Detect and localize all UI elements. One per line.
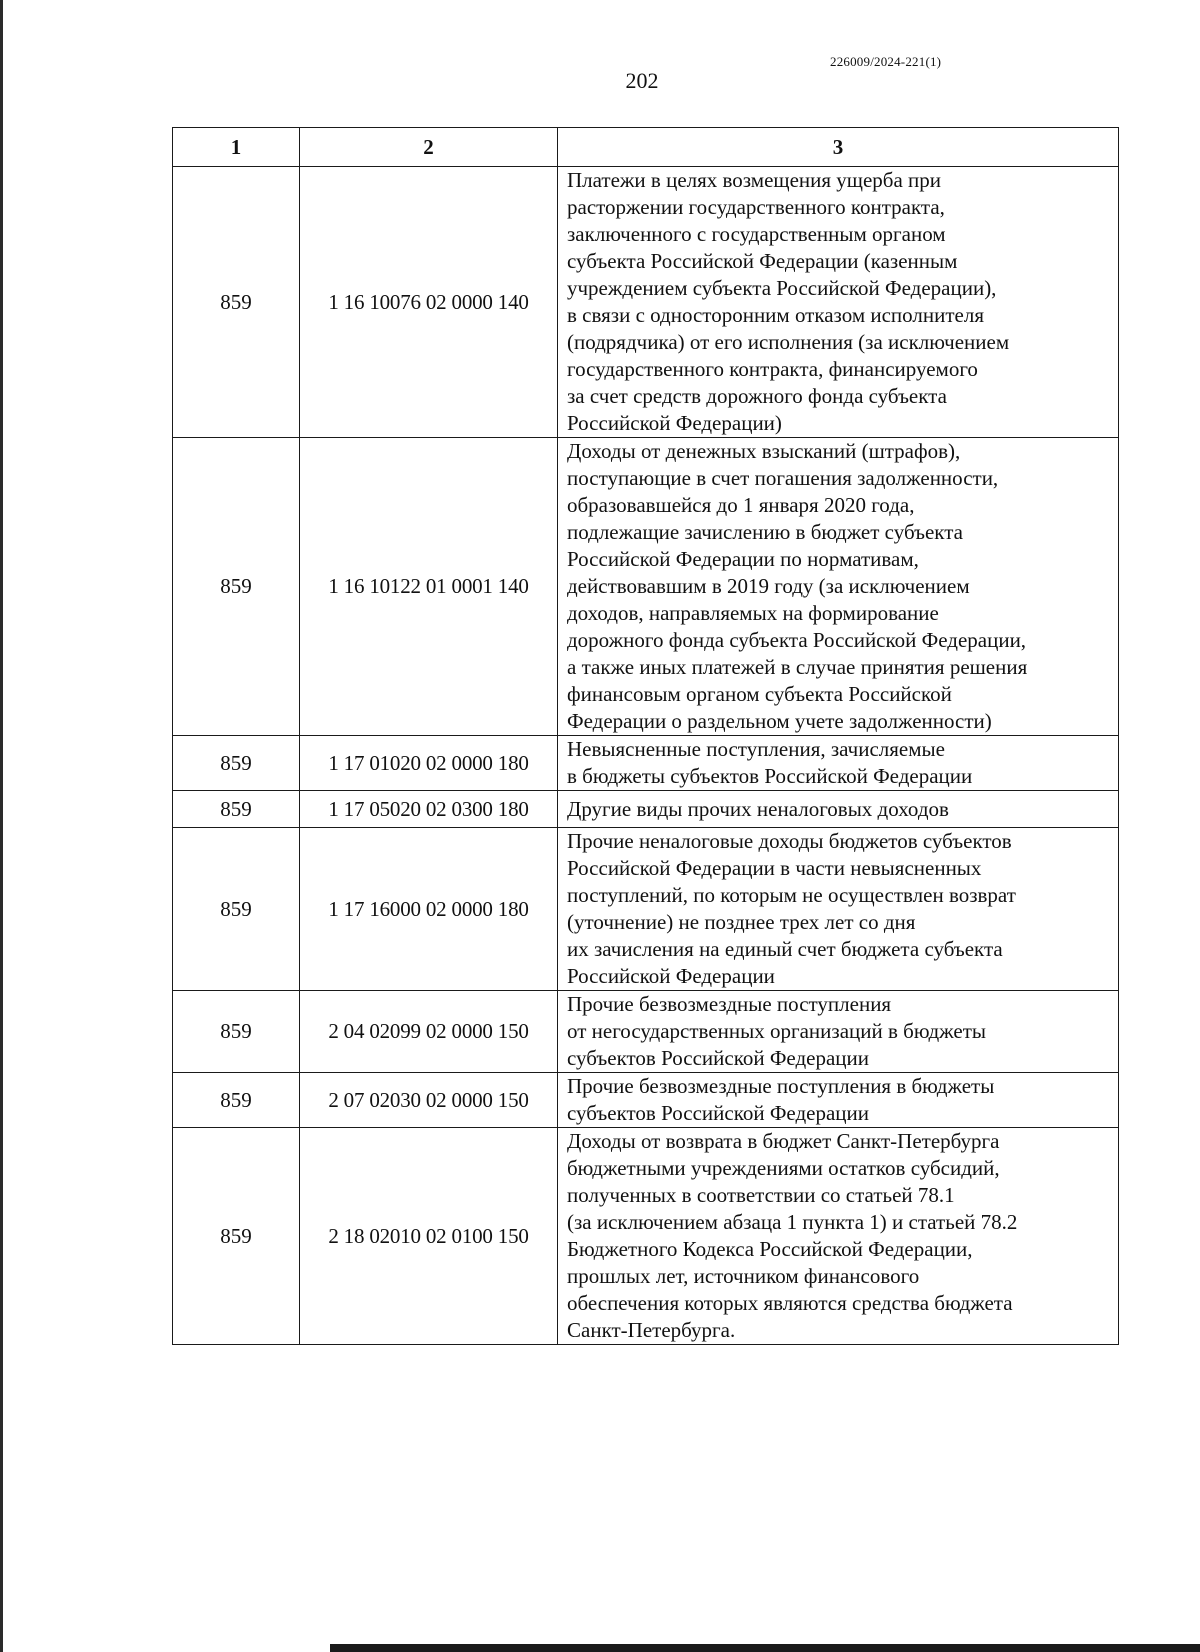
table-row bbox=[173, 791, 1119, 828]
budget-classification-code-cell: 1 17 01020 02 0000 180 bbox=[300, 736, 558, 791]
budget-classification-code-cell: 1 17 16000 02 0000 180 bbox=[300, 828, 558, 991]
revenue-name-line: поступающие в счет погашения задолженности, bbox=[567, 466, 999, 490]
revenue-name-line: Прочие безвозмездные поступления в бюджеты bbox=[567, 1074, 995, 1098]
admin-code-cell: 859 bbox=[173, 167, 300, 438]
budget-classification-code-cell: 2 18 02010 02 0100 150 bbox=[300, 1128, 558, 1345]
revenue-name-line: их зачисления на единый счет бюджета субъекта bbox=[567, 937, 1003, 961]
budget-classification-code-cell: 2 07 02030 02 0000 150 bbox=[300, 1073, 558, 1128]
admin-code-cell: 859 bbox=[173, 438, 300, 736]
admin-code-cell: 859 bbox=[173, 991, 300, 1073]
revenue-name-line: финансовым органом субъекта Российской bbox=[567, 682, 952, 706]
table-row bbox=[173, 991, 1119, 1073]
revenue-name-line: Российской Федерации в части невыясненных bbox=[567, 856, 982, 880]
column-header-1: 1 bbox=[173, 128, 300, 167]
revenue-name-cell bbox=[558, 167, 1119, 438]
revenue-name-line: государственного контракта, финансируемого bbox=[567, 357, 978, 381]
revenue-name-cell bbox=[558, 736, 1119, 791]
revenue-name-line: подлежащие зачислению в бюджет субъекта bbox=[567, 520, 963, 544]
table-header bbox=[173, 128, 1119, 167]
table-row bbox=[173, 1073, 1119, 1128]
admin-code-cell: 859 bbox=[173, 1073, 300, 1128]
revenue-name-line: (подрядчика) от его исполнения (за исключением bbox=[567, 330, 1010, 354]
revenue-name-line: бюджетными учреждениями остатков субсидий, bbox=[567, 1156, 1000, 1180]
column-header-2: 2 bbox=[300, 128, 558, 167]
revenue-codes-table bbox=[172, 127, 1119, 1345]
revenue-name-line: Российской Федерации) bbox=[567, 411, 782, 435]
page-number: 202 bbox=[625, 68, 659, 93]
scan-bottom-edge bbox=[330, 1644, 1200, 1652]
revenue-name-line: прошлых лет, источником финансового bbox=[567, 1264, 920, 1288]
revenue-name-cell bbox=[558, 1073, 1119, 1128]
scan-left-edge bbox=[0, 0, 3, 1652]
table-row bbox=[173, 167, 1119, 438]
revenue-name-line: действовавшим в 2019 году (за исключением bbox=[567, 574, 970, 598]
revenue-name-cell bbox=[558, 1128, 1119, 1345]
revenue-name-cell bbox=[558, 791, 1119, 828]
budget-classification-code-cell: 1 16 10076 02 0000 140 bbox=[300, 167, 558, 438]
revenue-name-line: Федерации о раздельном учете задолженности) bbox=[567, 709, 992, 733]
revenue-name-line: заключенного с государственным органом bbox=[567, 222, 946, 246]
column-header-3: 3 bbox=[558, 128, 1119, 167]
revenue-name-line: в связи с односторонним отказом исполнителя bbox=[567, 303, 984, 327]
revenue-name-line: Платежи в целях возмещения ущерба при bbox=[567, 168, 942, 192]
revenue-name-line: от негосударственных организаций в бюджеты bbox=[567, 1019, 986, 1043]
revenue-name-cell bbox=[558, 438, 1119, 736]
admin-code-cell: 859 bbox=[173, 828, 300, 991]
revenue-name-line: доходов, направляемых на формирование bbox=[567, 601, 939, 625]
table-row bbox=[173, 438, 1119, 736]
revenue-name-line: Прочие безвозмездные поступления bbox=[567, 992, 892, 1016]
revenue-name-cell bbox=[558, 991, 1119, 1073]
revenue-name-line: учреждением субъекта Российской Федерации), bbox=[567, 276, 997, 300]
revenue-name-line: дорожного фонда субъекта Российской Федерации, bbox=[567, 628, 1027, 652]
revenue-name-line: за счет средств дорожного фонда субъекта bbox=[567, 384, 947, 408]
revenue-name-line: Доходы от денежных взысканий (штрафов), bbox=[567, 439, 961, 463]
revenue-name-line: Бюджетного Кодекса Российской Федерации, bbox=[567, 1237, 973, 1261]
table-row bbox=[173, 736, 1119, 791]
revenue-name-line: Российской Федерации bbox=[567, 964, 775, 988]
document-id: 226009/2024-221(1) bbox=[830, 54, 942, 69]
revenue-name-line: поступлений, по которым не осуществлен возврат bbox=[567, 883, 1016, 907]
table-row bbox=[173, 828, 1119, 991]
revenue-name-line: Прочие неналоговые доходы бюджетов субъектов bbox=[567, 829, 1012, 853]
revenue-name-line: Другие виды прочих неналоговых доходов bbox=[567, 796, 949, 821]
revenue-name-line: обеспечения которых являются средства бюджета bbox=[567, 1291, 1013, 1315]
revenue-name-line: в бюджеты субъектов Российской Федерации bbox=[567, 764, 973, 788]
admin-code-cell: 859 bbox=[173, 791, 300, 828]
revenue-name-line: субъекта Российской Федерации (казенным bbox=[567, 249, 958, 273]
revenue-name-line: субъектов Российской Федерации bbox=[567, 1046, 870, 1070]
table-header-row bbox=[173, 128, 1119, 167]
revenue-name-line: Доходы от возврата в бюджет Санкт-Петербурга bbox=[567, 1129, 1000, 1153]
budget-classification-code-cell: 2 04 02099 02 0000 150 bbox=[300, 991, 558, 1073]
admin-code-cell: 859 bbox=[173, 736, 300, 791]
budget-classification-code-cell: 1 17 05020 02 0300 180 bbox=[300, 791, 558, 828]
revenue-name-line: расторжении государственного контракта, bbox=[567, 195, 945, 219]
revenue-name-line: полученных в соответствии со статьей 78.1 bbox=[567, 1183, 955, 1207]
admin-code-cell: 859 bbox=[173, 1128, 300, 1345]
table-body bbox=[173, 167, 1119, 1345]
revenue-name-line: (за исключением абзаца 1 пункта 1) и статьей 78.2 bbox=[567, 1210, 1018, 1234]
revenue-name-line: Российской Федерации по нормативам, bbox=[567, 547, 919, 571]
revenue-name-line: Невыясненные поступления, зачисляемые bbox=[567, 737, 945, 761]
revenue-name-line: субъектов Российской Федерации bbox=[567, 1101, 870, 1125]
budget-classification-code-cell: 1 16 10122 01 0001 140 bbox=[300, 438, 558, 736]
revenue-name-cell bbox=[558, 828, 1119, 991]
revenue-name-line: а также иных платежей в случае принятия решения bbox=[567, 655, 1028, 679]
revenue-name-line: Санкт-Петербурга. bbox=[567, 1318, 736, 1342]
revenue-name-line: (уточнение) не позднее трех лет со дня bbox=[567, 910, 916, 934]
table-row bbox=[173, 1128, 1119, 1345]
revenue-name-line: образовавшейся до 1 января 2020 года, bbox=[567, 493, 915, 517]
